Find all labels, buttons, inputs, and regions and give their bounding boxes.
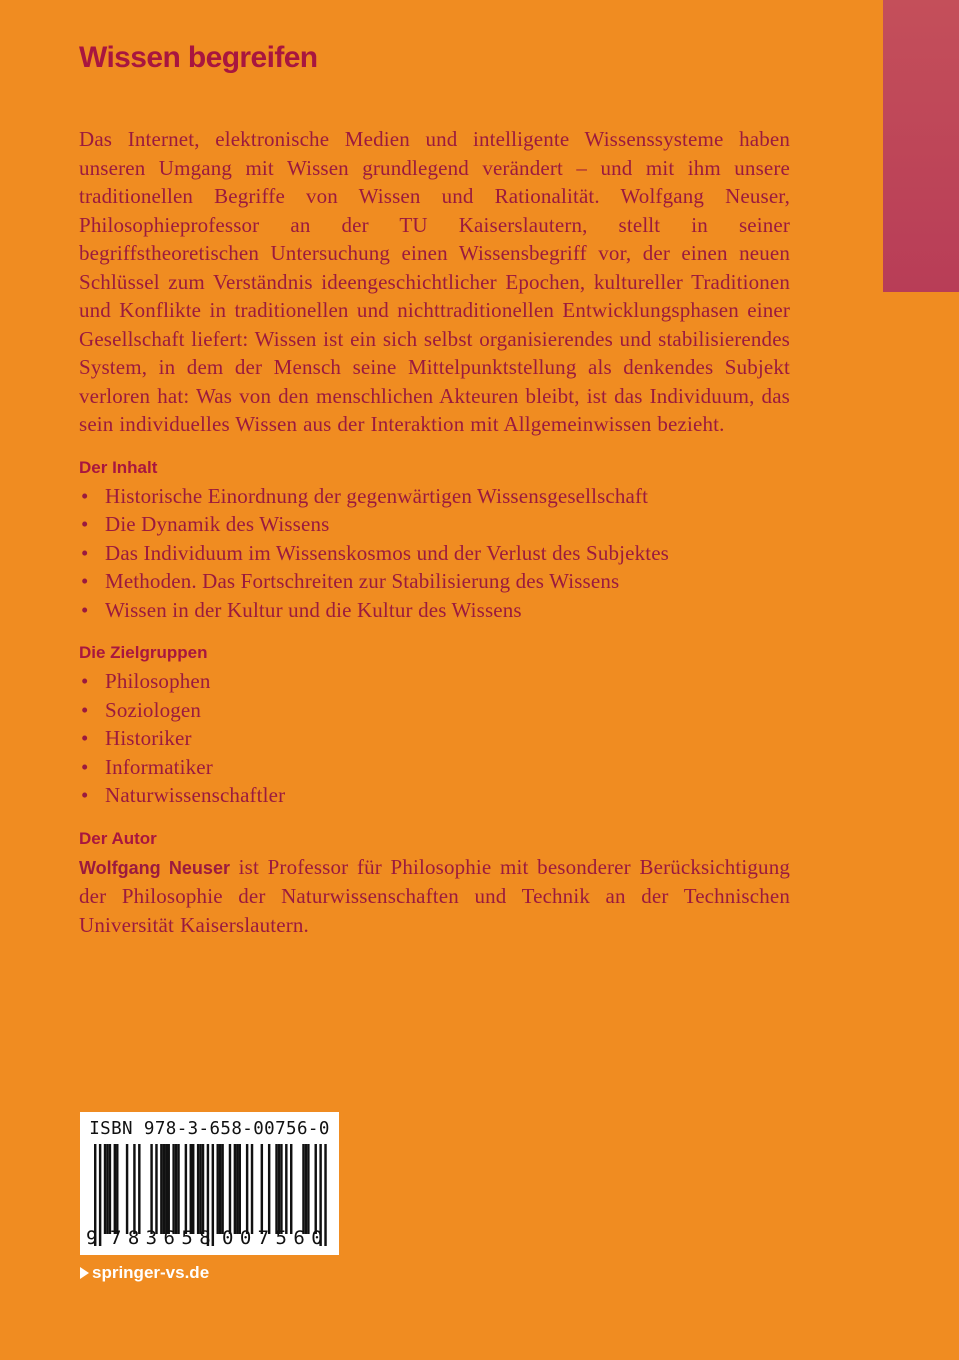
barcode-bar (165, 1144, 167, 1234)
barcode-bar (302, 1144, 304, 1234)
barcode-bar (177, 1144, 179, 1234)
bullet-icon: • (81, 754, 89, 779)
barcode-bar (175, 1144, 177, 1234)
barcode-bar (290, 1144, 292, 1234)
list-item: • Die Dynamik des Wissens (79, 510, 790, 539)
barcode-bar (133, 1144, 135, 1234)
barcode-bar (172, 1144, 174, 1234)
barcode-bar (251, 1144, 253, 1234)
list-item: • Das Individuum im Wissenskosmos und der Verlust des Subjektes (79, 539, 790, 568)
author-paragraph (79, 853, 790, 940)
author-bio: ist Professor für Philosophie mit besonderer Berücksichtigung der Philosophie der Naturwissenschaften und Technik an der Technischen Universität Kaiserslautern. (79, 854, 791, 937)
back-cover-content (79, 125, 790, 939)
barcode-bar (155, 1144, 157, 1234)
barcode-bar (109, 1144, 111, 1234)
barcode-bar (275, 1144, 277, 1234)
ean-first-digit: 9 (86, 1227, 98, 1249)
barcode-bar (307, 1144, 309, 1234)
bullet-icon: • (81, 726, 89, 750)
blurb-paragraph: Das Internet, elektronische Medien und intelligente Wissenssysteme haben unseren Umgang mit Wissen grundlegend verändert – und mit ihm unsere traditionellen Begriffe von Wissen und Rationalität. Wolfgang Neuser, Philosophieprofessor an der TU Kaiserslautern, stellt in seiner begriffstheoretischen Untersuchung einen Wissensbegriff vor, der einen neuen Schlüssel zum Verständnis ideengeschichtlicher Epochen, kultureller Traditionen und Konflikte in traditionellen und nichttraditionellen Entwicklungsphasen einer Gesellschaft liefert: Wissen ist ein sich selbst organisierendes und stabilisierendes System, in dem der Mensch seine Mittelpunktstellung als denkendes Subjekt verloren hat: Was von den menschlichen Akteuren bleibt, ist das Individuum, das sein individuelles Wissen aus der Interaktion mit Allgemeinwissen bezieht. (79, 127, 790, 436)
publisher-url: springer-vs.de (92, 1263, 210, 1282)
barcode-bar (160, 1144, 162, 1234)
list-item: • Historiker (79, 724, 790, 753)
barcode-bar (202, 1144, 204, 1234)
decorative-side-band (883, 0, 959, 292)
list-item: • Naturwissenschaftler (79, 781, 790, 810)
barcode-bar (190, 1144, 192, 1234)
barcode-bar (219, 1144, 221, 1234)
list-item: • Wissen in der Kultur und die Kultur des Wissens (79, 596, 790, 625)
barcode-bar (199, 1144, 201, 1234)
barcode-bar (280, 1144, 282, 1234)
barcode-bar (261, 1144, 263, 1234)
barcode-bar (236, 1144, 238, 1234)
bullet-icon: • (81, 483, 89, 508)
bullet-icon: • (81, 512, 89, 536)
barcode-bar (163, 1144, 165, 1234)
barcode-bar (285, 1144, 287, 1234)
barcode-bar (239, 1144, 241, 1234)
barcode-bar (217, 1144, 219, 1234)
barcode-bar (315, 1144, 317, 1234)
play-arrow-icon (80, 1267, 89, 1279)
barcode-guard-bar (99, 1144, 101, 1246)
list-item: • Methoden. Das Fortschreiten zur Stabilisierung des Wissens (79, 567, 790, 596)
barcode-bar (278, 1144, 280, 1234)
bullet-icon: • (81, 697, 89, 722)
bullet-icon: • (81, 540, 89, 565)
list-item: • Informatiker (79, 753, 790, 782)
zielgruppen-list (79, 667, 790, 810)
barcode-bar (197, 1144, 199, 1234)
bullet-icon: • (81, 597, 89, 622)
barcode-bar (268, 1144, 270, 1234)
barcode-bar (150, 1144, 152, 1234)
list-item: • Historische Einordnung der gegenwärtigen Wissensgesellschaft (79, 482, 790, 511)
barcode-bar (104, 1144, 106, 1234)
ean-right-digits: 007560 (222, 1227, 330, 1249)
barcode-bar (138, 1144, 140, 1234)
barcode-bar (116, 1144, 118, 1234)
list-item: • Philosophen (79, 667, 790, 696)
barcode-bar (185, 1144, 187, 1234)
section-heading-zielgruppen: Die Zielgruppen (79, 643, 208, 662)
barcode-bar (168, 1144, 170, 1234)
bullet-icon: • (81, 783, 89, 807)
barcode-bar (246, 1144, 248, 1234)
section-heading-inhalt: Der Inhalt (79, 457, 158, 477)
barcode-bar (305, 1144, 307, 1234)
barcode-bar (126, 1144, 128, 1234)
barcode-bar (114, 1144, 116, 1234)
isbn-label: ISBN 978-3-658-00756-0 (89, 1119, 330, 1139)
barcode-bar (229, 1144, 231, 1234)
publisher-link[interactable] (80, 1262, 209, 1284)
barcode-bar (234, 1144, 236, 1234)
barcode-bar (221, 1144, 223, 1234)
list-item: • Soziologen (79, 696, 790, 725)
inhalt-list (79, 482, 790, 625)
section-heading-autor: Der Autor (79, 828, 157, 848)
ean-left-digits: 783658 (110, 1227, 218, 1249)
bullet-icon: • (81, 569, 89, 593)
bullet-icon: • (81, 669, 89, 693)
author-name: Wolfgang Neuser (79, 857, 230, 878)
barcode-bar (106, 1144, 108, 1234)
barcode-bar (192, 1144, 194, 1234)
book-title: Wissen begreifen (79, 41, 318, 74)
